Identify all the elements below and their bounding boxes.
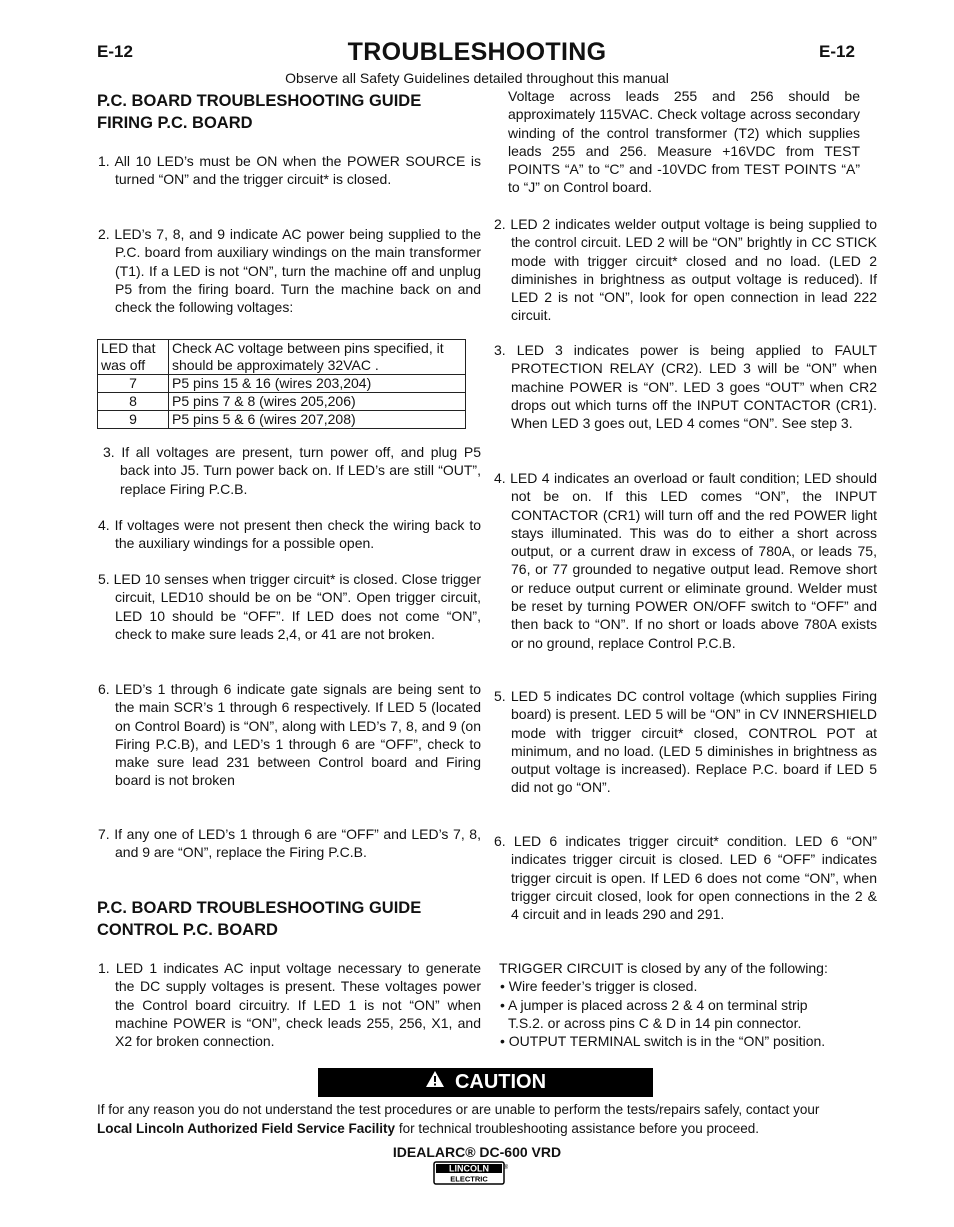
trigger-bullet: • Wire feeder’s trigger is closed. <box>500 978 698 995</box>
control-item-2: 2. LED 2 indicates welder output voltage is being supplied to the control circuit. LED 2 will be “ON” brightly in CC STICK mode with trigger circuit* closed and no load. (LED 2 diminishes in brightness as output voltage is reduced). If LED 2 is not “ON”, look for open connection in lead 222 circuit. <box>494 216 877 324</box>
trigger-bullet: • A jumper is placed across 2 & 4 on terminal strip <box>500 996 808 1013</box>
trigger-circuit-list <box>499 959 869 1050</box>
caution-banner <box>318 1068 653 1097</box>
model-name: IDEALARC® DC-600 VRD <box>392 1144 562 1160</box>
table-cell-led: 8 <box>98 393 169 411</box>
page-title: TROUBLESHOOTING <box>347 38 607 66</box>
warning-triangle-icon <box>425 1068 445 1097</box>
caution-text-line2 <box>97 1119 859 1138</box>
control-item-1: 1. LED 1 indicates AC input voltage necessary to generate the DC supply voltages is present. These voltages power the Control board circuitry. If LED 1 is not “ON” when machine POWER is “ON”, check leads 255, 256, X1, and X2 for broken connection. <box>98 960 481 1050</box>
firing-item-4: 4. If voltages were not present then check the wiring back to the auxiliary windings for a possible open. <box>98 517 481 552</box>
table-header-led: LED that was off <box>98 340 169 375</box>
control-heading-line2: CONTROL P.C. BOARD <box>97 921 278 939</box>
table-cell-pins: P5 pins 5 & 6 (wires 207,208) <box>169 411 466 429</box>
table-cell-pins: P5 pins 7 & 8 (wires 205,206) <box>169 393 466 411</box>
caution-label: CAUTION <box>454 1071 547 1093</box>
control-item-4: 4. LED 4 indicates an overload or fault condition; LED should not be on. If this LED comes “ON”, the INPUT CONTACTOR (CR1) will turn off and the red POWER light stays illuminated. This was do to either a short across output, or a current draw in excess of 780A, or leads 75, 76, or 77 grounded to negative output lead. Remove short or reduce output current or eliminate ground. Welder must be reset by turning POWER ON/OFF switch to “OFF” and then back to “ON”. If no short or loads above 780A exists or no ground, replace Control P.C.B. <box>494 470 877 651</box>
lincoln-electric-logo <box>433 1161 509 1185</box>
svg-text:LINCOLN: LINCOLN <box>449 1163 489 1174</box>
table-cell-led: 7 <box>98 375 169 393</box>
firing-item-1: 1. All 10 LED’s must be ON when the POWER SOURCE is turned “ON” and the trigger circuit* is closed. <box>98 153 481 188</box>
control-heading <box>97 897 467 941</box>
control-heading-line1: P.C. BOARD TROUBLESHOOTING GUIDE <box>97 899 422 917</box>
table-header-check: Check AC voltage between pins specified, it should be approximately 32VAC . <box>169 340 466 375</box>
table-cell-pins: P5 pins 15 & 16 (wires 203,204) <box>169 375 466 393</box>
firing-item-3: 3. If all voltages are present, turn power off, and plug P5 back into J5. Turn power back on. If LED’s are still “OUT”, replace Firing P.C.B. <box>103 444 481 497</box>
firing-item-5: 5. LED 10 senses when trigger circuit* is closed. Close trigger circuit, LED10 should be on be “ON”. Open trigger circuit, LED 10 should be “OFF”. If LED does not come “ON”, check to make sure leads 2,4, or 41 are not broken. <box>98 571 481 642</box>
safety-note: Observe all Safety Guidelines detailed throughout this manual <box>285 70 669 86</box>
caution-text <box>97 1100 859 1138</box>
trigger-bullet: • OUTPUT TERMINAL switch is in the “ON” position. <box>500 1033 826 1050</box>
table-header-row <box>98 340 466 375</box>
control-item-3: 3. LED 3 indicates power is being applied to FAULT PROTECTION RELAY (CR2). LED 3 will be “ON” when machine POWER is “ON”. LED 3 goes “OUT” when CR2 drops out which turns off the INPUT CONTACTOR (CR1). When LED 3 goes out, LED 4 comes “ON”. See step 3. <box>494 342 877 432</box>
control-item-5: 5. LED 5 indicates DC control voltage (which supplies Firing board) is present. LED 5 will be “ON” in CV INNERSHIELD mode with trigger circuit* closed, CONTROL POT at minimum, and no load. (LED 5 diminishes in brightness as output voltage is increased). Replace P.C. board if LED 5 did not go “ON”. <box>494 688 877 796</box>
trigger-bullet-continued: T.S.2. or across pins C & D in 14 pin connector. <box>508 1014 802 1031</box>
page-number-left: E-12 <box>97 42 133 61</box>
control-item-6: 6. LED 6 indicates trigger circuit* condition. LED 6 “ON” indicates trigger circuit is closed. LED 6 “OFF” indicates trigger circuit is open. If LED 6 does not come “ON”, when trigger circuit closed, look for open connections in the 2 & 4 circuit and in leads 290 and 291. <box>494 833 877 923</box>
firing-item-7: 7. If any one of LED’s 1 through 6 are “OFF” and LED’s 7, 8, and 9 are “ON”, replace the Firing P.C.B. <box>98 826 481 861</box>
table-row <box>98 411 466 429</box>
page-number-right: E-12 <box>819 42 855 61</box>
firing-item-6: 6. LED’s 1 through 6 indicate gate signals are being sent to the main SCR’s 1 through 6 respectively. If LED 5 (located on Control Board) is “ON”, along with LED’s 7, 8, and 9 (on Firing P.C.B), and LED’s 1 through 6 are “OFF”, check to make sure lead 231 between Control board and Firing board is not broken <box>98 681 481 789</box>
caution-text-rest: for technical troubleshooting assistance before you proceed. <box>395 1121 760 1136</box>
trigger-intro: TRIGGER CIRCUIT is closed by any of the following: <box>499 960 828 976</box>
svg-text:®: ® <box>503 1165 509 1171</box>
firing-heading <box>97 90 467 134</box>
firing-heading-line1: P.C. BOARD TROUBLESHOOTING GUIDE <box>97 92 422 110</box>
control-item-1-continued: Voltage across leads 255 and 256 should be approximately 115VAC. Check voltage across secondary winding of the control transformer (T2) which supplies leads 255 and 256. Measure +16VDC from TEST POINTS “A” to “C” and -10VDC from TEST POINTS “A” to “J” on Control board. <box>508 88 860 196</box>
led-voltage-table <box>97 339 466 429</box>
firing-heading-line2: FIRING P.C. BOARD <box>97 114 253 132</box>
table-cell-led: 9 <box>98 411 169 429</box>
service-facility-name: Local Lincoln Authorized Field Service Facility <box>97 1121 396 1136</box>
svg-text:ELECTRIC: ELECTRIC <box>450 1174 488 1184</box>
table-row <box>98 375 466 393</box>
table-row <box>98 393 466 411</box>
caution-text-line1: If for any reason you do not understand the test procedures or are unable to perform the tests/repairs safely, contact your <box>97 1102 820 1117</box>
firing-item-2: 2. LED’s 7, 8, and 9 indicate AC power being supplied to the P.C. board from auxiliary windings on the main transformer (T1). If a LED is not “ON”, turn the machine off and unplug P5 from the firing board. Turn the machine back on and check the following voltages: <box>98 226 481 316</box>
